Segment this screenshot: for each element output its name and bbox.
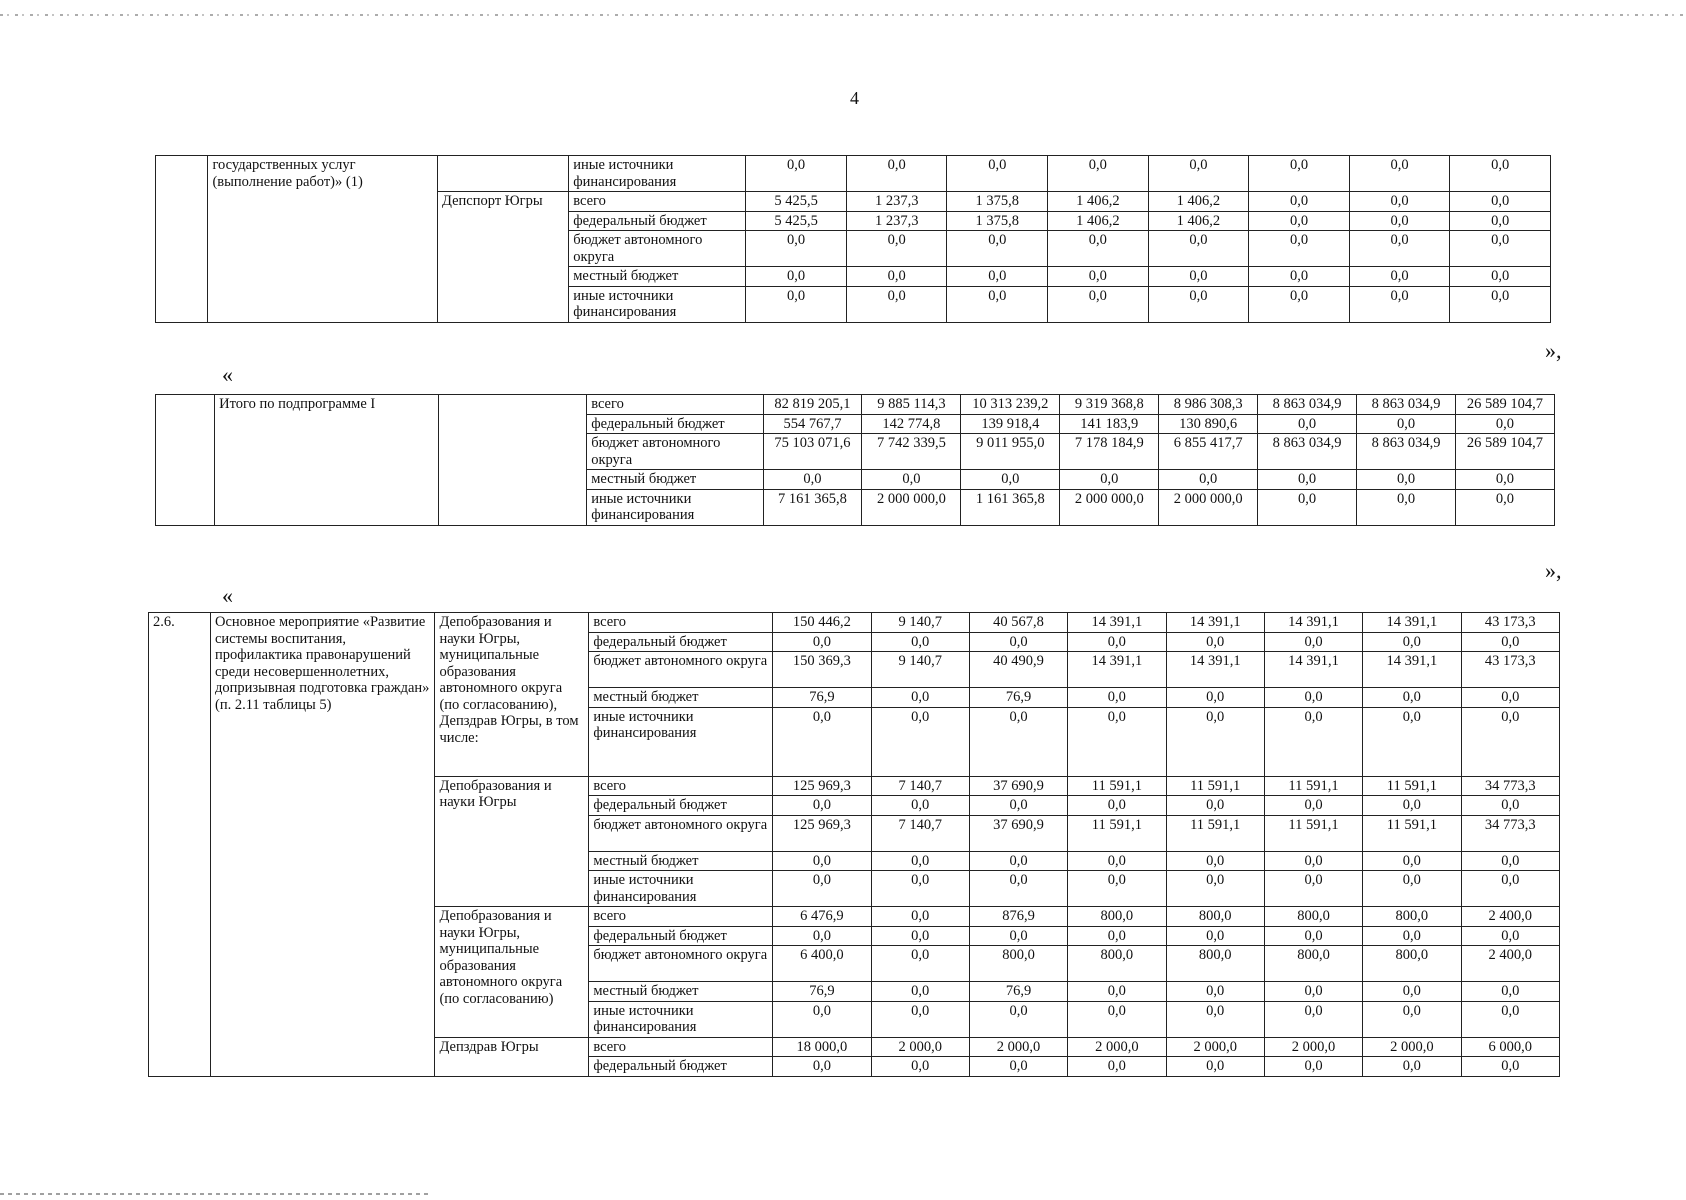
value-cell: 0,0 bbox=[1148, 156, 1249, 192]
value-cell: 0,0 bbox=[1357, 489, 1456, 525]
value-cell: 0,0 bbox=[1264, 688, 1362, 708]
value-cell: 0,0 bbox=[1258, 489, 1357, 525]
number-cell bbox=[156, 156, 208, 323]
value-cell: 2 000,0 bbox=[1068, 1037, 1166, 1057]
value-cell: 800,0 bbox=[1264, 907, 1362, 927]
value-cell: 0,0 bbox=[1166, 688, 1264, 708]
value-cell: 0,0 bbox=[1258, 470, 1357, 490]
table-row bbox=[156, 395, 1555, 415]
value-cell: 0,0 bbox=[1450, 156, 1551, 192]
value-cell: 14 391,1 bbox=[1166, 652, 1264, 688]
value-cell: 7 178 184,9 bbox=[1060, 434, 1159, 470]
source-label: федеральный бюджет bbox=[589, 1057, 773, 1077]
value-cell: 0,0 bbox=[1461, 851, 1559, 871]
value-cell: 0,0 bbox=[969, 926, 1067, 946]
value-cell: 1 375,8 bbox=[947, 211, 1048, 231]
value-cell: 10 313 239,2 bbox=[961, 395, 1060, 415]
source-label: иные источники финансирования bbox=[569, 286, 746, 322]
value-cell: 0,0 bbox=[1249, 156, 1350, 192]
value-cell: 11 591,1 bbox=[1264, 815, 1362, 851]
value-cell: 0,0 bbox=[1148, 231, 1249, 267]
value-cell: 6 476,9 bbox=[773, 907, 871, 927]
source-label: бюджет автономного округа bbox=[589, 815, 773, 851]
opening-quote-2: « bbox=[222, 583, 233, 608]
source-label: местный бюджет bbox=[589, 851, 773, 871]
value-cell: 34 773,3 bbox=[1461, 815, 1559, 851]
value-cell: 0,0 bbox=[1166, 632, 1264, 652]
value-cell: 0,0 bbox=[1068, 796, 1166, 816]
value-cell: 800,0 bbox=[1363, 907, 1461, 927]
value-cell: 0,0 bbox=[1249, 231, 1350, 267]
value-cell: 0,0 bbox=[1068, 707, 1166, 776]
scan-edge-bottom bbox=[0, 1193, 430, 1195]
value-cell: 43 173,3 bbox=[1461, 652, 1559, 688]
value-cell: 0,0 bbox=[871, 926, 969, 946]
value-cell: 9 011 955,0 bbox=[961, 434, 1060, 470]
closing-quote-1: », bbox=[1545, 338, 1562, 363]
value-cell: 11 591,1 bbox=[1068, 776, 1166, 796]
value-cell: 1 161 365,8 bbox=[961, 489, 1060, 525]
value-cell: 0,0 bbox=[1264, 796, 1362, 816]
value-cell: 0,0 bbox=[871, 907, 969, 927]
value-cell: 8 863 034,9 bbox=[1357, 434, 1456, 470]
value-cell: 0,0 bbox=[1349, 267, 1450, 287]
value-cell: 76,9 bbox=[969, 982, 1067, 1002]
executor-cell: Депспорт Югры bbox=[438, 192, 569, 323]
value-cell: 0,0 bbox=[1450, 286, 1551, 322]
value-cell: 0,0 bbox=[1166, 926, 1264, 946]
value-cell: 18 000,0 bbox=[773, 1037, 871, 1057]
page-number: 4 bbox=[850, 88, 859, 108]
value-cell: 0,0 bbox=[1249, 192, 1350, 212]
value-cell: 7 140,7 bbox=[871, 815, 969, 851]
value-cell: 0,0 bbox=[1461, 688, 1559, 708]
value-cell: 130 890,6 bbox=[1159, 414, 1258, 434]
value-cell: 0,0 bbox=[947, 156, 1048, 192]
value-cell: 9 319 368,8 bbox=[1060, 395, 1159, 415]
value-cell: 800,0 bbox=[969, 946, 1067, 982]
value-cell: 0,0 bbox=[871, 1057, 969, 1077]
value-cell: 800,0 bbox=[1166, 907, 1264, 927]
value-cell: 142 774,8 bbox=[862, 414, 961, 434]
value-cell: 0,0 bbox=[1068, 851, 1166, 871]
value-cell: 11 591,1 bbox=[1166, 776, 1264, 796]
value-cell: 0,0 bbox=[846, 231, 947, 267]
value-cell: 0,0 bbox=[1166, 707, 1264, 776]
value-cell: 0,0 bbox=[846, 156, 947, 192]
value-cell: 876,9 bbox=[969, 907, 1067, 927]
executor-cell: Депобразования и науки Югры bbox=[435, 776, 589, 907]
value-cell: 0,0 bbox=[1461, 926, 1559, 946]
value-cell: 0,0 bbox=[1357, 470, 1456, 490]
value-cell: 0,0 bbox=[871, 851, 969, 871]
value-cell: 141 183,9 bbox=[1060, 414, 1159, 434]
value-cell: 37 690,9 bbox=[969, 815, 1067, 851]
value-cell: 0,0 bbox=[773, 632, 871, 652]
value-cell: 800,0 bbox=[1068, 907, 1166, 927]
executor-cell: Депобразования и науки Югры, муниципальные образования автономного округа (по согласованию) bbox=[435, 907, 589, 1038]
value-cell: 125 969,3 bbox=[773, 776, 871, 796]
value-cell: 11 591,1 bbox=[1264, 776, 1362, 796]
subprogram-total-label: Итого по подпрограмме I bbox=[215, 395, 439, 526]
value-cell: 0,0 bbox=[1068, 871, 1166, 907]
source-label: всего bbox=[569, 192, 746, 212]
value-cell: 0,0 bbox=[1461, 1057, 1559, 1077]
value-cell: 0,0 bbox=[871, 632, 969, 652]
opening-quote-1: « bbox=[222, 362, 233, 387]
value-cell: 0,0 bbox=[1363, 707, 1461, 776]
number-cell bbox=[156, 395, 215, 526]
value-cell: 150 369,3 bbox=[773, 652, 871, 688]
value-cell: 0,0 bbox=[1461, 796, 1559, 816]
value-cell: 0,0 bbox=[773, 1057, 871, 1077]
value-cell: 14 391,1 bbox=[1264, 652, 1362, 688]
value-cell: 0,0 bbox=[1455, 489, 1554, 525]
value-cell: 0,0 bbox=[1060, 470, 1159, 490]
value-cell: 2 000 000,0 bbox=[1159, 489, 1258, 525]
value-cell: 0,0 bbox=[773, 707, 871, 776]
value-cell: 800,0 bbox=[1363, 946, 1461, 982]
value-cell: 0,0 bbox=[1349, 156, 1450, 192]
value-cell: 0,0 bbox=[1166, 871, 1264, 907]
value-cell: 0,0 bbox=[773, 851, 871, 871]
value-cell: 5 425,5 bbox=[746, 192, 847, 212]
value-cell: 2 000,0 bbox=[1363, 1037, 1461, 1057]
value-cell: 0,0 bbox=[1264, 851, 1362, 871]
value-cell: 0,0 bbox=[1249, 211, 1350, 231]
table-measure-2-6 bbox=[148, 612, 1560, 1077]
value-cell: 1 375,8 bbox=[947, 192, 1048, 212]
value-cell: 0,0 bbox=[947, 231, 1048, 267]
value-cell: 0,0 bbox=[746, 286, 847, 322]
source-label: иные источники финансирования bbox=[589, 871, 773, 907]
source-label: федеральный бюджет bbox=[587, 414, 763, 434]
value-cell: 9 140,7 bbox=[871, 652, 969, 688]
value-cell: 125 969,3 bbox=[773, 815, 871, 851]
value-cell: 800,0 bbox=[1068, 946, 1166, 982]
source-label: местный бюджет bbox=[587, 470, 763, 490]
value-cell: 0,0 bbox=[1264, 1057, 1362, 1077]
value-cell: 0,0 bbox=[1258, 414, 1357, 434]
value-cell: 7 140,7 bbox=[871, 776, 969, 796]
value-cell: 0,0 bbox=[1264, 982, 1362, 1002]
value-cell: 0,0 bbox=[969, 871, 1067, 907]
value-cell: 26 589 104,7 bbox=[1455, 434, 1554, 470]
value-cell: 0,0 bbox=[1455, 414, 1554, 434]
value-cell: 0,0 bbox=[1166, 851, 1264, 871]
value-cell: 2 400,0 bbox=[1461, 907, 1559, 927]
executor-cell: Депобразования и науки Югры, муниципальные образования автономного округа (по согласованию), Депздрав Югры, в том числе: bbox=[435, 613, 589, 777]
value-cell: 0,0 bbox=[969, 632, 1067, 652]
value-cell: 8 986 308,3 bbox=[1159, 395, 1258, 415]
value-cell: 0,0 bbox=[1461, 632, 1559, 652]
value-cell: 37 690,9 bbox=[969, 776, 1067, 796]
value-cell: 0,0 bbox=[1166, 796, 1264, 816]
value-cell: 14 391,1 bbox=[1068, 613, 1166, 633]
source-label: федеральный бюджет bbox=[589, 796, 773, 816]
value-cell: 8 863 034,9 bbox=[1258, 395, 1357, 415]
table-subprogram-total bbox=[155, 394, 1555, 526]
value-cell: 0,0 bbox=[1148, 267, 1249, 287]
value-cell: 0,0 bbox=[1068, 1001, 1166, 1037]
value-cell: 0,0 bbox=[1363, 926, 1461, 946]
value-cell: 6 000,0 bbox=[1461, 1037, 1559, 1057]
value-cell: 0,0 bbox=[1461, 871, 1559, 907]
source-label: местный бюджет bbox=[589, 688, 773, 708]
executor-cell bbox=[438, 395, 586, 526]
value-cell: 0,0 bbox=[1461, 1001, 1559, 1037]
scan-edge-top bbox=[0, 14, 1686, 16]
value-cell: 43 173,3 bbox=[1461, 613, 1559, 633]
value-cell: 0,0 bbox=[1349, 211, 1450, 231]
value-cell: 11 591,1 bbox=[1068, 815, 1166, 851]
value-cell: 0,0 bbox=[1068, 1057, 1166, 1077]
value-cell: 34 773,3 bbox=[1461, 776, 1559, 796]
source-label: всего bbox=[589, 907, 773, 927]
value-cell: 0,0 bbox=[773, 926, 871, 946]
value-cell: 26 589 104,7 bbox=[1455, 395, 1554, 415]
value-cell: 6 855 417,7 bbox=[1159, 434, 1258, 470]
value-cell: 554 767,7 bbox=[763, 414, 862, 434]
value-cell: 14 391,1 bbox=[1363, 652, 1461, 688]
value-cell: 0,0 bbox=[871, 707, 969, 776]
value-cell: 0,0 bbox=[1450, 267, 1551, 287]
value-cell: 0,0 bbox=[1264, 632, 1362, 652]
source-label: местный бюджет bbox=[589, 982, 773, 1002]
source-label: федеральный бюджет bbox=[589, 632, 773, 652]
value-cell: 0,0 bbox=[1068, 688, 1166, 708]
value-cell: 8 863 034,9 bbox=[1258, 434, 1357, 470]
value-cell: 0,0 bbox=[1264, 926, 1362, 946]
value-cell: 0,0 bbox=[969, 796, 1067, 816]
value-cell: 2 000 000,0 bbox=[862, 489, 961, 525]
value-cell: 0,0 bbox=[862, 470, 961, 490]
value-cell: 0,0 bbox=[846, 267, 947, 287]
value-cell: 1 237,3 bbox=[846, 192, 947, 212]
value-cell: 0,0 bbox=[1068, 982, 1166, 1002]
value-cell: 0,0 bbox=[871, 982, 969, 1002]
value-cell: 1 406,2 bbox=[1148, 211, 1249, 231]
value-cell: 7 161 365,8 bbox=[763, 489, 862, 525]
value-cell: 0,0 bbox=[1159, 470, 1258, 490]
value-cell: 0,0 bbox=[969, 707, 1067, 776]
value-cell: 14 391,1 bbox=[1264, 613, 1362, 633]
value-cell: 75 103 071,6 bbox=[763, 434, 862, 470]
value-cell: 0,0 bbox=[969, 851, 1067, 871]
measure-label: государственных услуг (выполнение работ)» (1) bbox=[208, 156, 438, 323]
source-label: всего bbox=[589, 776, 773, 796]
executor-cell: Депздрав Югры bbox=[435, 1037, 589, 1076]
source-label: иные источники финансирования bbox=[589, 1001, 773, 1037]
value-cell: 0,0 bbox=[1264, 1001, 1362, 1037]
value-cell: 0,0 bbox=[746, 156, 847, 192]
value-cell: 11 591,1 bbox=[1363, 776, 1461, 796]
value-cell: 0,0 bbox=[1363, 796, 1461, 816]
source-label: местный бюджет bbox=[569, 267, 746, 287]
source-label: иные источники финансирования bbox=[587, 489, 763, 525]
value-cell: 0,0 bbox=[1166, 1057, 1264, 1077]
source-label: всего bbox=[587, 395, 763, 415]
value-cell: 9 140,7 bbox=[871, 613, 969, 633]
value-cell: 6 400,0 bbox=[773, 946, 871, 982]
value-cell: 0,0 bbox=[1363, 1001, 1461, 1037]
measure-number: 2.6. bbox=[149, 613, 211, 1077]
value-cell: 2 000,0 bbox=[1264, 1037, 1362, 1057]
source-label: федеральный бюджет bbox=[589, 926, 773, 946]
value-cell: 1 406,2 bbox=[1048, 192, 1149, 212]
value-cell: 0,0 bbox=[1363, 632, 1461, 652]
value-cell: 0,0 bbox=[773, 871, 871, 907]
value-cell: 0,0 bbox=[871, 796, 969, 816]
value-cell: 0,0 bbox=[969, 1057, 1067, 1077]
table-continuation bbox=[155, 155, 1551, 323]
value-cell: 150 446,2 bbox=[773, 613, 871, 633]
value-cell: 0,0 bbox=[1450, 192, 1551, 212]
value-cell: 0,0 bbox=[773, 1001, 871, 1037]
value-cell: 0,0 bbox=[871, 1001, 969, 1037]
table-row bbox=[149, 613, 1560, 633]
value-cell: 2 000,0 bbox=[871, 1037, 969, 1057]
value-cell: 0,0 bbox=[1349, 231, 1450, 267]
value-cell: 0,0 bbox=[1068, 632, 1166, 652]
value-cell: 0,0 bbox=[1349, 192, 1450, 212]
value-cell: 5 425,5 bbox=[746, 211, 847, 231]
value-cell: 0,0 bbox=[1249, 286, 1350, 322]
value-cell: 11 591,1 bbox=[1166, 815, 1264, 851]
value-cell: 0,0 bbox=[763, 470, 862, 490]
value-cell: 0,0 bbox=[1363, 982, 1461, 1002]
source-label: иные источники финансирования bbox=[569, 156, 746, 192]
value-cell: 0,0 bbox=[1048, 231, 1149, 267]
value-cell: 0,0 bbox=[1048, 286, 1149, 322]
value-cell: 0,0 bbox=[1148, 286, 1249, 322]
value-cell: 0,0 bbox=[1166, 982, 1264, 1002]
value-cell: 0,0 bbox=[1166, 1001, 1264, 1037]
value-cell: 0,0 bbox=[746, 267, 847, 287]
value-cell: 8 863 034,9 bbox=[1357, 395, 1456, 415]
source-label: всего bbox=[589, 613, 773, 633]
value-cell: 0,0 bbox=[1455, 470, 1554, 490]
value-cell: 0,0 bbox=[1048, 156, 1149, 192]
value-cell: 0,0 bbox=[1363, 1057, 1461, 1077]
value-cell: 0,0 bbox=[1363, 688, 1461, 708]
table-row bbox=[156, 156, 1551, 192]
source-label: бюджет автономного округа bbox=[587, 434, 763, 470]
value-cell: 14 391,1 bbox=[1068, 652, 1166, 688]
value-cell: 0,0 bbox=[947, 286, 1048, 322]
value-cell: 1 237,3 bbox=[846, 211, 947, 231]
value-cell: 0,0 bbox=[1349, 286, 1450, 322]
value-cell: 0,0 bbox=[1363, 851, 1461, 871]
value-cell: 0,0 bbox=[871, 688, 969, 708]
value-cell: 2 000,0 bbox=[969, 1037, 1067, 1057]
value-cell: 76,9 bbox=[969, 688, 1067, 708]
source-label: бюджет автономного округа bbox=[569, 231, 746, 267]
measure-label: Основное мероприятие «Развитие системы воспитания, профилактика правонарушений среди несовершеннолетних, допризывная подготовка граждан» (п. 2.11 таблицы 5) bbox=[210, 613, 434, 1077]
closing-quote-2: », bbox=[1545, 558, 1562, 583]
value-cell: 0,0 bbox=[1363, 871, 1461, 907]
value-cell: 7 742 339,5 bbox=[862, 434, 961, 470]
value-cell: 0,0 bbox=[1450, 211, 1551, 231]
value-cell: 0,0 bbox=[1249, 267, 1350, 287]
value-cell: 76,9 bbox=[773, 688, 871, 708]
value-cell: 1 406,2 bbox=[1148, 192, 1249, 212]
value-cell: 0,0 bbox=[871, 946, 969, 982]
value-cell: 11 591,1 bbox=[1363, 815, 1461, 851]
source-label: бюджет автономного округа bbox=[589, 946, 773, 982]
source-label: бюджет автономного округа bbox=[589, 652, 773, 688]
value-cell: 800,0 bbox=[1166, 946, 1264, 982]
value-cell: 9 885 114,3 bbox=[862, 395, 961, 415]
value-cell: 14 391,1 bbox=[1363, 613, 1461, 633]
value-cell: 0,0 bbox=[1461, 707, 1559, 776]
value-cell: 0,0 bbox=[773, 796, 871, 816]
value-cell: 0,0 bbox=[871, 871, 969, 907]
value-cell: 2 000,0 bbox=[1166, 1037, 1264, 1057]
value-cell: 0,0 bbox=[961, 470, 1060, 490]
value-cell: 0,0 bbox=[969, 1001, 1067, 1037]
value-cell: 0,0 bbox=[1357, 414, 1456, 434]
value-cell: 82 819 205,1 bbox=[763, 395, 862, 415]
value-cell: 1 406,2 bbox=[1048, 211, 1149, 231]
value-cell: 0,0 bbox=[947, 267, 1048, 287]
value-cell: 40 490,9 bbox=[969, 652, 1067, 688]
value-cell: 0,0 bbox=[1461, 982, 1559, 1002]
value-cell: 800,0 bbox=[1264, 946, 1362, 982]
value-cell: 0,0 bbox=[746, 231, 847, 267]
value-cell: 14 391,1 bbox=[1166, 613, 1264, 633]
executor-cell bbox=[438, 156, 569, 192]
value-cell: 139 918,4 bbox=[961, 414, 1060, 434]
source-label: всего bbox=[589, 1037, 773, 1057]
source-label: иные источники финансирования bbox=[589, 707, 773, 776]
source-label: федеральный бюджет bbox=[569, 211, 746, 231]
value-cell: 2 400,0 bbox=[1461, 946, 1559, 982]
value-cell: 76,9 bbox=[773, 982, 871, 1002]
value-cell: 0,0 bbox=[1264, 707, 1362, 776]
value-cell: 2 000 000,0 bbox=[1060, 489, 1159, 525]
value-cell: 0,0 bbox=[1450, 231, 1551, 267]
value-cell: 0,0 bbox=[846, 286, 947, 322]
value-cell: 0,0 bbox=[1048, 267, 1149, 287]
value-cell: 0,0 bbox=[1264, 871, 1362, 907]
value-cell: 0,0 bbox=[1068, 926, 1166, 946]
value-cell: 40 567,8 bbox=[969, 613, 1067, 633]
